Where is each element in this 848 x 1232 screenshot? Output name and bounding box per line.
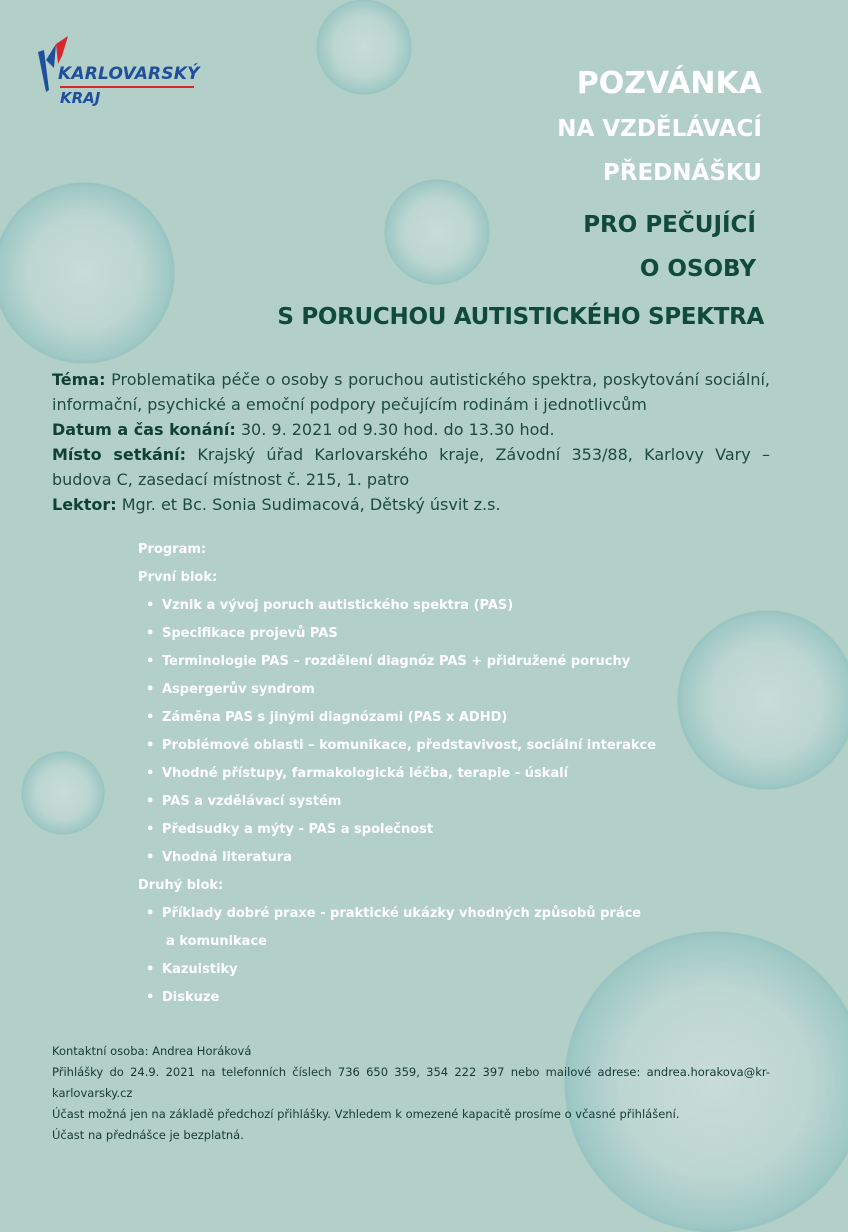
participation-note: Účast možná jen na základě předchozí přihlášky. Vzhledem k omezené kapacitě prosíme o včasné přihlášení. — [52, 1107, 680, 1121]
bubble-left-small — [22, 752, 104, 834]
lektor-text: Mgr. et Bc. Sonia Sudimacová, Dětský úsvit z.s. — [116, 495, 501, 514]
list-item: • PAS a vzdělávací systém — [138, 792, 698, 820]
block2-title: Druhý blok: — [138, 878, 224, 893]
list-item: • Specifikace projevů PAS — [138, 624, 698, 652]
heading-o-osoby: O OSOBY — [639, 256, 756, 282]
list-item: • Vhodná literatura — [138, 848, 698, 876]
heading-pro-pecujici: PRO PEČUJÍCÍ — [583, 212, 756, 238]
info-lektor — [52, 492, 770, 517]
list-item: • Aspergerův syndrom — [138, 680, 698, 708]
list-item: • Kazuistiky — [138, 960, 698, 988]
bubble-top — [317, 0, 411, 94]
list-item: • Předsudky a mýty - PAS a společnost — [138, 820, 698, 848]
list-item-multiline — [138, 904, 698, 960]
lektor-label: Lektor: — [52, 495, 117, 514]
misto-text: Krajský úřad Karlovarského kraje, Závodní 353/88, Karlovy Vary – budova C, zasedací místnost č. 215, 1. patro — [52, 445, 770, 489]
list-item: • Vhodné přístupy, farmakologická léčba, terapie - úskalí — [138, 764, 698, 792]
block1-title: První blok: — [138, 570, 218, 585]
bubble-right-middle — [678, 611, 848, 789]
program-section — [138, 540, 698, 1016]
footer-contact-block — [52, 1041, 770, 1146]
misto-label: Místo setkání: — [52, 445, 187, 464]
list-item: • Diskuze — [138, 988, 698, 1016]
list-item: • Vznik a vývoj poruch autistického spektra (PAS) — [138, 596, 698, 624]
tema-text: Problematika péče o osoby s poruchou autistického spektra, poskytování sociální, informační, psychické a emoční podpory pečujícím rodinám i jednotlivcům — [52, 370, 770, 414]
bubble-left-large — [0, 183, 174, 363]
datum-text: 30. 9. 2021 od 9.30 hod. do 13.30 hod. — [235, 420, 555, 439]
karlovarsky-kraj-logo — [36, 34, 206, 110]
info-misto — [52, 442, 770, 492]
logo-line2: KRAJ — [60, 89, 101, 107]
program-title: Program: — [138, 542, 207, 557]
list-item: • Záměna PAS s jinými diagnózami (PAS x ADHD) — [138, 708, 698, 736]
logo-underline — [60, 86, 194, 88]
block2-list — [138, 904, 698, 1016]
contact-person: Kontaktní osoba: Andrea Horáková — [52, 1044, 252, 1058]
list-item: • Terminologie PAS – rozdělení diagnóz PAS + přidružené poruchy — [138, 652, 698, 680]
heading-prednasku: PŘEDNÁŠKU — [602, 160, 762, 186]
tema-label: Téma: — [52, 370, 106, 389]
heading-na-vzdelavaci: NA VZDĚLÁVACÍ — [557, 116, 762, 142]
list-item: • Problémové oblasti – komunikace, představivost, sociální interakce — [138, 736, 698, 764]
heading-pozvanka: POZVÁNKA — [576, 66, 762, 101]
list-item-line1: Příklady dobré praxe - praktické ukázky vhodných způsobů práce — [162, 906, 642, 921]
logo-line1: KARLOVARSKÝ — [58, 64, 200, 84]
list-item-line2: a komunikace — [166, 934, 267, 949]
datum-label: Datum a čas konání: — [52, 420, 236, 439]
block1-list — [138, 596, 698, 876]
info-tema — [52, 367, 770, 417]
info-datum — [52, 417, 770, 442]
heading-s-poruchou: S PORUCHOU AUTISTICKÉHO SPEKTRA — [277, 304, 764, 330]
bubble-center — [385, 180, 489, 284]
registration-info: Přihlášky do 24.9. 2021 na telefonních číslech 736 650 359, 354 222 397 nebo mailové adrese: andrea.horakova@kr-karlovarsky.cz — [52, 1065, 770, 1100]
free-admission-note: Účast na přednášce je bezplatná. — [52, 1128, 244, 1142]
